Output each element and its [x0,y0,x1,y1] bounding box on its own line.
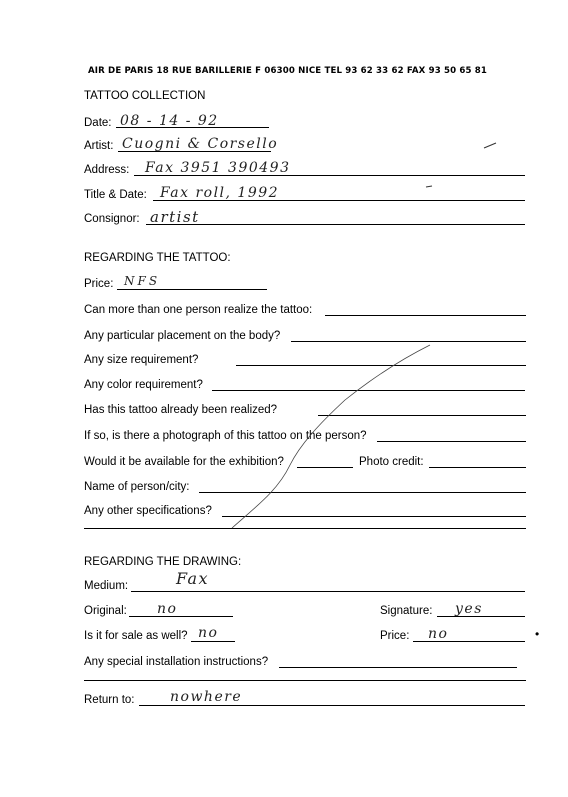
signature-value: yes [455,601,483,617]
tattoo-section-heading: REGARDING THE TATTOO: [84,252,231,264]
drawing-price-label: Price: [380,630,410,642]
question-more-than-one: Can more than one person realize the tattoo: [84,304,313,316]
return-to-value: nowhere [170,689,243,705]
stray-mark: • [535,627,540,641]
question-exhibition: Would it be available for the exhibition? [84,456,284,468]
return-to-label: Return to: [84,694,135,706]
address-value: Fax 3951 390493 [145,160,291,176]
date-value: 08 - 14 - 92 [120,113,219,129]
drawing-price-value: no [428,626,449,642]
for-sale-value: no [198,625,219,641]
question-photograph: If so, is there a photograph of this tattoo on the person? [84,430,367,442]
installation-label: Any special installation instructions? [84,656,269,668]
tattoo-price-value: NFS [124,274,161,288]
original-value: no [157,601,178,617]
question-realized: Has this tattoo already been realized? [84,404,278,416]
question-person-city: Name of person/city: [84,481,190,493]
original-label: Original: [84,605,127,617]
tattoo-price-label: Price: [84,278,114,290]
tick-mark-stroke [484,143,496,148]
diagonal-pen-stroke [232,345,430,528]
question-placement: Any particular placement on the body? [84,330,281,342]
collection-title: TATTOO COLLECTION [84,90,206,102]
question-color: Any color requirement? [84,379,203,391]
for-sale-label: Is it for sale as well? [84,630,188,642]
consignor-value: artist [150,208,200,226]
address-label: Address: [84,164,130,176]
medium-value: Fax [176,569,210,588]
small-dash-stroke [426,186,432,187]
drawing-section-heading: REGARDING THE DRAWING: [84,556,242,568]
title-date-value: Fax roll, 1992 [160,185,280,201]
date-label: Date: [84,117,112,129]
photo-credit-label: Photo credit: [359,456,424,468]
consignor-label: Consignor: [84,213,140,225]
artist-value: Cuogni & Corsello [122,136,279,152]
question-other: Any other specifications? [84,505,212,517]
question-size: Any size requirement? [84,354,199,366]
signature-label: Signature: [380,605,433,617]
medium-label: Medium: [84,580,129,592]
letterhead: AIR DE PARIS 18 RUE BARILLERIE F 06300 NICE TEL 93 62 33 62 FAX 93 50 65 81 [88,66,488,76]
artist-label: Artist: [84,140,114,152]
title-date-label: Title & Date: [84,189,147,201]
